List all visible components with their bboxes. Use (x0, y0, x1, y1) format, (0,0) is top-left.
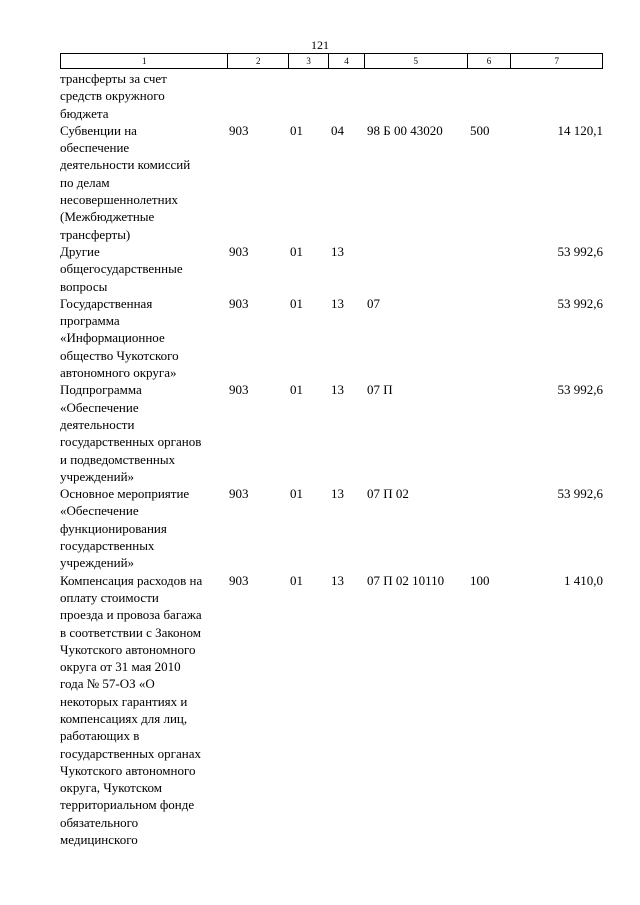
table-row (60, 243, 620, 295)
row-section: 01 (290, 243, 303, 259)
row-subsection: 13 (331, 572, 344, 588)
row-amount: 1 410,0 (564, 572, 603, 588)
row-name: трансферты за счет средств окружного бюджета (60, 71, 167, 121)
row-admin-code: 903 (229, 382, 249, 398)
row-section: 01 (290, 295, 303, 311)
table-row (60, 70, 620, 122)
column-header-5: 5 (365, 54, 468, 68)
table-body (60, 70, 620, 848)
row-section: 01 (290, 486, 303, 502)
row-section: 01 (290, 122, 303, 138)
column-header-2: 2 (228, 54, 289, 68)
row-amount: 53 992,6 (557, 486, 603, 502)
table-row (60, 572, 620, 849)
row-amount: 53 992,6 (557, 243, 603, 259)
page-number: 121 (311, 38, 329, 52)
row-expense-type: 100 (470, 572, 490, 588)
row-name: Государственная программа «Информационное общество Чукотского автономного округа» (60, 295, 179, 381)
row-expense-type: 500 (470, 122, 490, 138)
row-subsection: 13 (331, 295, 344, 311)
row-name: Подпрограмма «Обеспечение деятельности государственных органов и подведомственных учреждений» (60, 382, 202, 484)
column-header-4: 4 (329, 54, 365, 68)
row-admin-code: 903 (229, 295, 249, 311)
row-target-article: 98 Б 00 43020 (367, 122, 443, 138)
column-header-7: 7 (554, 56, 559, 66)
column-header-3: 3 (289, 54, 329, 68)
table-row (60, 295, 620, 381)
row-target-article: 07 (367, 295, 380, 311)
row-admin-code: 903 (229, 486, 249, 502)
row-subsection: 13 (331, 382, 344, 398)
row-section: 01 (290, 572, 303, 588)
row-subsection: 13 (331, 243, 344, 259)
row-section: 01 (290, 382, 303, 398)
row-name: Основное мероприятие «Обеспечение функционирования государственных учреждений» (60, 486, 190, 571)
row-amount: 53 992,6 (557, 295, 603, 311)
row-subsection: 04 (331, 122, 344, 138)
row-target-article: 07 П (367, 382, 393, 398)
row-name: Другие общегосударственные вопросы (60, 243, 183, 294)
table-row (60, 485, 620, 571)
column-header-1: 1 (61, 54, 228, 68)
column-header-6: 6 (468, 54, 512, 68)
row-target-article: 07 П 02 10110 (367, 572, 445, 588)
row-name: Субвенции на обеспечение деятельности комиссий по делам несовершеннолетних (Межбюджетные трансферты) (60, 122, 191, 242)
row-target-article: 07 П 02 (367, 486, 409, 502)
row-admin-code: 903 (229, 122, 249, 138)
row-amount: 14 120,1 (557, 122, 603, 138)
row-admin-code: 903 (229, 572, 249, 588)
row-subsection: 13 (331, 486, 344, 502)
row-amount: 53 992,6 (557, 382, 603, 398)
table-row (60, 122, 620, 243)
row-admin-code: 903 (229, 243, 249, 259)
table-header-row (60, 53, 603, 69)
row-name: Компенсация расходов на оплату стоимости проезда и провоза багажа в соответствии с Законом Чукотского автономного округа от 31 мая 2010 года № 57-ОЗ «О некоторых гарантиях и компенсациях для лиц, работающих в государственных органах Чукотского автономного округа, Чукотском территориальном фонде обязательного медицинского (60, 572, 203, 848)
table-row (60, 381, 620, 485)
